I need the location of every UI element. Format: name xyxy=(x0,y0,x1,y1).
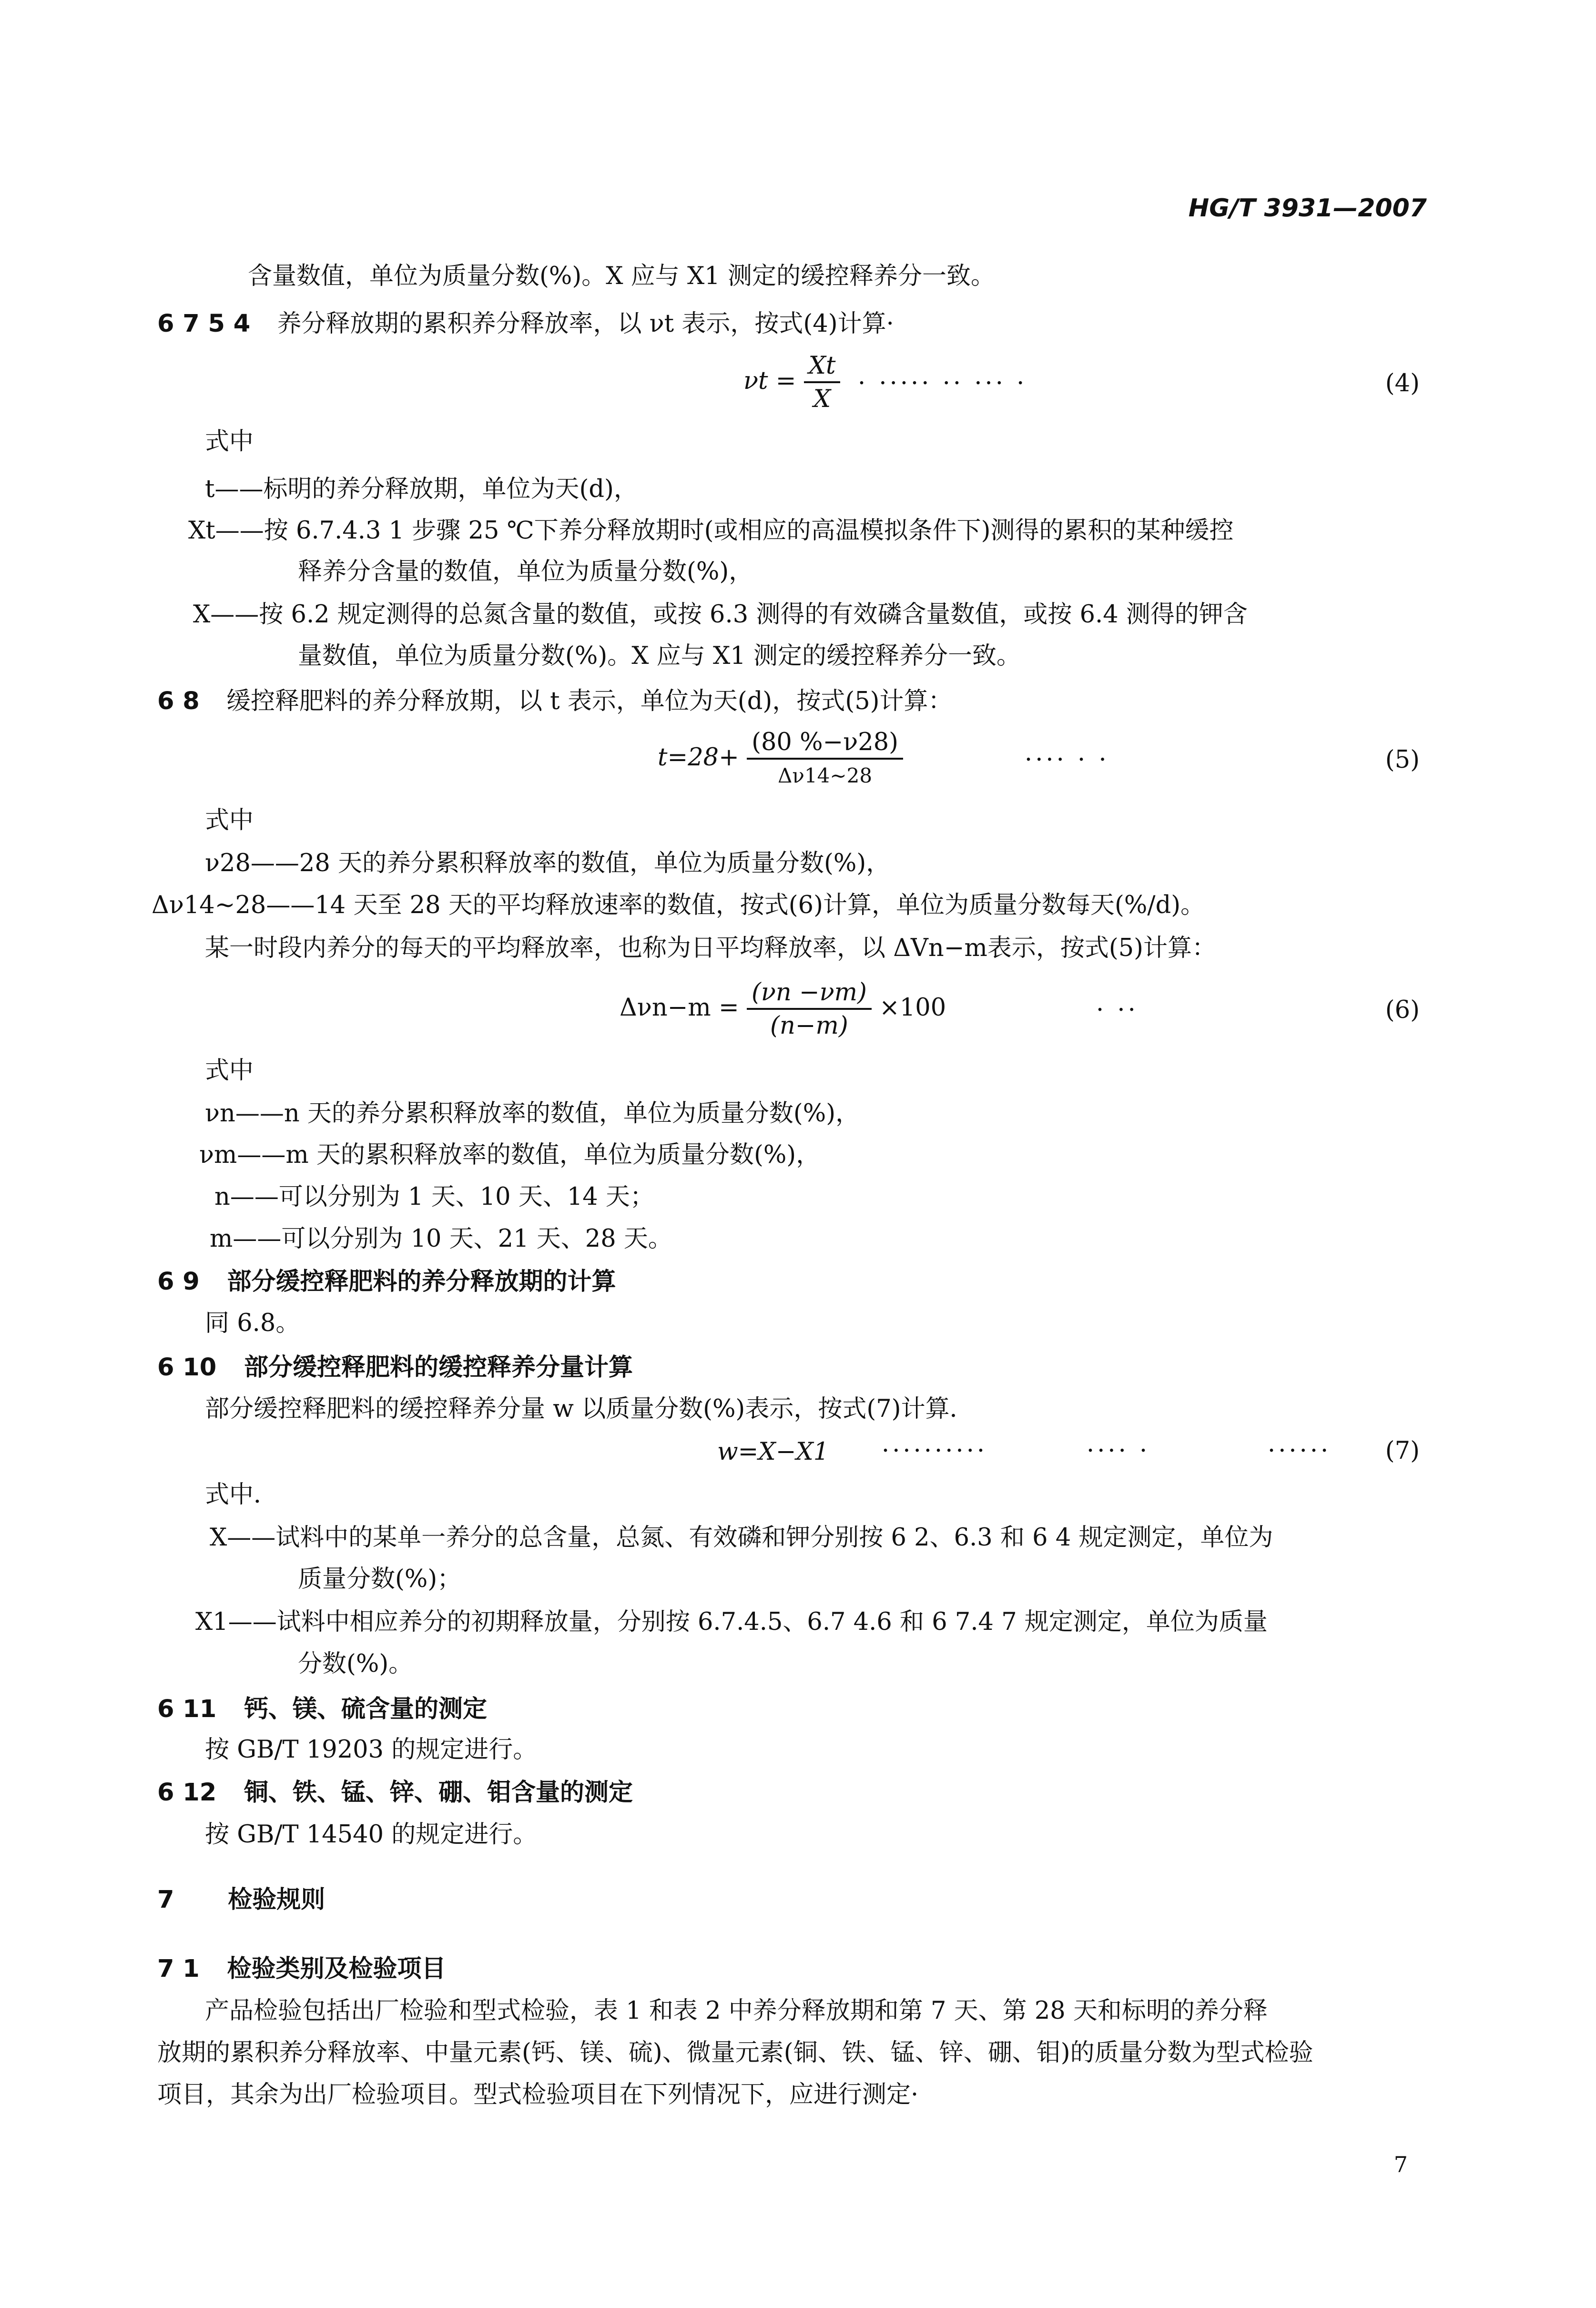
section-number: 7 1 xyxy=(157,1955,200,1983)
equation-leader-dots: ···· · · xyxy=(1025,746,1109,774)
def-vm: νm——m 天的累积释放率的数值，单位为质量分数(%)， xyxy=(199,1141,821,1169)
equation-leader-dots: · ····· ·· ··· · xyxy=(858,369,1027,397)
equation-leader-dots-3: ······ xyxy=(1268,1437,1332,1465)
section-number: 6 11 xyxy=(157,1695,217,1723)
section-number: 6 9 xyxy=(157,1268,200,1296)
section-610-heading xyxy=(157,1352,633,1383)
chapter-number: 7 xyxy=(157,1886,174,1914)
equation-leader-dots-1: ·········· xyxy=(882,1437,988,1465)
section-69-body: 同 6.8。 xyxy=(205,1309,300,1337)
eq-fraction xyxy=(747,729,903,789)
def-vn: νn——n 天的养分累积释放率的数值，单位为质量分数(%)， xyxy=(205,1099,860,1128)
section-71-para-line2: 放期的累积养分释放率、中量元素(钙、镁、硫)、微量元素(铜、铁、锰、锌、硼、钼)的质量分数为型式检验 xyxy=(157,2039,1313,2067)
paragraph-continuation: 含量数值，单位为质量分数(%)。X 应与 X1 测定的缓控释养分一致。 xyxy=(248,262,995,290)
section-6754 xyxy=(157,309,894,339)
equation-4 xyxy=(743,353,840,413)
section-71-para-line3: 项目，其余为出厂检验项目。型式检验项目在下列情况下，应进行测定· xyxy=(157,2081,919,2109)
def-n: n——可以分别为 1 天、10 天、14 天； xyxy=(214,1183,654,1211)
eq-fraction xyxy=(804,353,841,413)
section-text: 缓控释肥料的养分释放期，以 t 表示，单位为天(d)，按式(5)计算： xyxy=(226,687,953,715)
section-title: 部分缓控释肥料的养分释放期的计算 xyxy=(227,1268,616,1296)
def-x-line2: 质量分数(%)； xyxy=(298,1565,462,1593)
eq-denominator: X xyxy=(813,385,831,413)
eq-lhs: Δνn−m = xyxy=(620,994,739,1022)
def-x-line2: 量数值，单位为质量分数(%)。X 应与 X1 测定的缓控释养分一致。 xyxy=(298,642,1021,670)
section-title: 铜、铁、锰、锌、硼、钼含量的测定 xyxy=(244,1779,633,1807)
equation-7: w=X−X1 xyxy=(717,1438,829,1466)
def-x1-line2: 分数(%)。 xyxy=(298,1650,413,1678)
where-label: 式中 xyxy=(205,1057,254,1085)
equation-5 xyxy=(658,729,903,789)
section-611-body: 按 GB/T 19203 的规定进行。 xyxy=(205,1736,538,1764)
def-x-line1: X——按 6.2 规定测得的总氮含量的数值，或按 6.3 测得的有效磷含量数值，或按 6.4 测得的钾含 xyxy=(193,600,1248,629)
equation-leader-dots: · ·· xyxy=(1096,996,1139,1024)
chapter-title: 检验规则 xyxy=(228,1886,325,1914)
eq-lhs: t=28+ xyxy=(658,743,739,772)
where-label: 式中 xyxy=(205,806,254,834)
section-610-body: 部分缓控释肥料的缓控释养分量 w 以质量分数(%)表示，按式(7)计算． xyxy=(205,1395,974,1423)
def-t: t——标明的养分释放期，单位为天(d)， xyxy=(205,475,638,503)
def-m: m——可以分别为 10 天、21 天、28 天。 xyxy=(210,1225,672,1253)
def-x-line1: X——试料中的某单一养分的总含量，总氮、有效磷和钾分别按 6 2、6.3 和 6 4 规定测定，单位为 xyxy=(210,1524,1273,1552)
eq-fraction xyxy=(747,979,872,1039)
section-611-heading xyxy=(157,1694,487,1725)
section-71-heading xyxy=(157,1954,446,1984)
section-71-para-line1: 产品检验包括出厂检验和型式检验，表 1 和表 2 中养分释放期和第 7 天、第 28 天和标明的养分释 xyxy=(205,1997,1268,2025)
section-text: 养分释放期的累积养分释放率，以 νt 表示，按式(4)计算· xyxy=(277,310,894,338)
section-612-body: 按 GB/T 14540 的规定进行。 xyxy=(205,1820,538,1849)
def-xt-line2: 释养分含量的数值，单位为质量分数(%)， xyxy=(298,558,753,586)
eq-numerator: Xt xyxy=(804,353,841,383)
def-x1-line1: X1——试料中相应养分的初期释放量，分别按 6.7.4.5、6.7 4.6 和 6 7.4 7 规定测定，单位为质量 xyxy=(195,1608,1268,1636)
def-dv: Δν14~28——14 天至 28 天的平均释放速率的数值，按式(6)计算，单位为质量分数每天(%/d)。 xyxy=(152,891,1205,919)
page-number: 7 xyxy=(1393,2152,1408,2177)
eq-numerator: (80 %−ν28) xyxy=(747,729,903,760)
section-69-heading xyxy=(157,1267,616,1297)
eq-lhs: νt = xyxy=(743,367,796,395)
eq-denominator: Δν14~28 xyxy=(778,764,873,787)
equation-leader-dots-2: ···· · xyxy=(1087,1437,1150,1465)
section-number: 6 12 xyxy=(157,1779,217,1807)
equation-number: (5) xyxy=(1385,746,1420,774)
where-label: 式中． xyxy=(205,1481,278,1509)
equation-number: (6) xyxy=(1385,996,1420,1024)
eq-numerator: (νn −νm) xyxy=(747,979,872,1010)
equation-6 xyxy=(620,979,946,1039)
eq-denominator: (n−m) xyxy=(770,1012,848,1040)
def-v28: ν28——28 天的养分累积释放率的数值，单位为质量分数(%)， xyxy=(205,849,891,877)
doc-number-header: HG/T 3931—2007 xyxy=(1188,194,1427,223)
section-612-heading xyxy=(157,1778,633,1808)
section-title: 部分缓控释肥料的缓控释养分量计算 xyxy=(244,1353,633,1382)
section-number: 6 10 xyxy=(157,1353,217,1382)
equation-number: (7) xyxy=(1385,1437,1420,1465)
section-title: 检验类别及检验项目 xyxy=(227,1955,446,1983)
def-xt-line1: Xt——按 6.7.4.3 1 步骤 25 ℃下养分释放期时(或相应的高温模拟条件下)测得的累积的某种缓控 xyxy=(188,517,1234,545)
equation-number: (4) xyxy=(1385,369,1420,397)
where-label: 式中 xyxy=(205,427,254,456)
chapter-7-heading xyxy=(157,1885,325,1915)
section-number: 6 7 5 4 xyxy=(157,310,251,338)
section-68 xyxy=(157,686,953,717)
daily-rate-paragraph: 某一时段内养分的每天的平均释放率，也称为日平均释放率，以 ΔVn−m表示，按式(5)计算： xyxy=(205,934,1217,962)
section-title: 钙、镁、硫含量的测定 xyxy=(244,1695,487,1723)
section-number: 6 8 xyxy=(157,687,200,715)
eq-tail: ×100 xyxy=(879,994,946,1022)
